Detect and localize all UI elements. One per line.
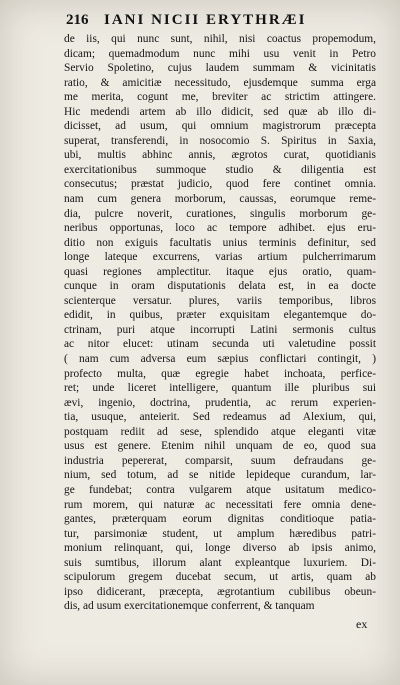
text-line: ratio, & amicitiæ necessitudo, ejusdemque summa erga xyxy=(64,76,376,89)
text-line: ( nam cum adversa eum sæpius conflictari contingit, ) xyxy=(64,353,376,366)
text-line: scienterque versatur. plures, variis temporibus, libros xyxy=(64,294,376,307)
text-line: nam cum genera morborum, caussas, eorumque reme- xyxy=(64,193,376,206)
text-line: Servio Spoletino, cujus laudem summam & vicinitatis xyxy=(64,62,376,75)
text-line: profecto multa, quæ egregie habet inchoata, perfice- xyxy=(64,367,376,380)
text-line: ditio non exiguis facultatis unius terminis definitur, sed xyxy=(64,236,376,249)
text-line: neribus opportunas, loco ac tempore adhibet. ejus eru- xyxy=(64,222,376,235)
text-line: ipso didicerant, præcepta, ægrotantium cubilibus obeun- xyxy=(64,585,376,598)
text-line: monium relinquant, qui, longe diverso ab ipsis animo, xyxy=(64,542,376,555)
text-line: consecutus; præstat judicio, quod fere continet omnia. xyxy=(64,178,376,191)
text-line: rum morem, qui naturæ ac necessitati fere omnia dene- xyxy=(64,498,376,511)
text-line: tur, parsimoniæ student, ut amplum hæredibus patri- xyxy=(64,527,376,540)
text-line: de iis, qui nunc sunt, nihil, nisi coactus propemodum, xyxy=(64,33,376,45)
text-line: me merita, cogunt me, breviter ac strictim attingere. xyxy=(64,91,376,104)
text-line: cunque in oram disputationis delata est, in ea docte xyxy=(64,280,376,293)
text-line: superat, transferendi, in nosocomio S. Spiritus in Saxia, xyxy=(64,134,376,147)
text-line: postquam rediit ad sese, splendido atque eleganti vitæ xyxy=(64,425,376,438)
catchword: ex xyxy=(356,617,368,631)
text-line: tia, usuque, anteierit. Sed redeamus ad Alexium, qui, xyxy=(64,411,376,424)
text-line: scipulorum gregem ducebat secum, ut artis, quam ab xyxy=(64,571,376,584)
text-line: usus est genere. Etenim nihil unquam de eo, quod sua xyxy=(64,440,376,453)
text-line: industria pepererat, comparsit, suum defraudans ge- xyxy=(64,454,376,467)
text-line: ac nitor elucet: utinam secunda uti valetudine possit xyxy=(64,338,376,351)
text-line: dicam; quemadmodum nunc mihi usu venit in Petro xyxy=(64,47,376,60)
body-text xyxy=(64,32,376,614)
text-line: longe lateque excurrens, varias artium pulcherrimarum xyxy=(64,251,376,264)
text-line: Hic medendi artem ab illo didicit, sed quæ ab illo di- xyxy=(64,105,376,118)
text-line: quasi regiones amplectitur. itaque ejus oratio, quam- xyxy=(64,265,376,278)
text-line: ctrinam, puri atque incorrupti Latini sermonis cultus xyxy=(64,323,376,336)
text-line: ge fundebat; contra vulgarem atque usitatum medico- xyxy=(64,483,376,496)
page-number: 216 xyxy=(66,12,89,28)
text-line: dis, ad usum exercitationemque conferrent, & tanquam xyxy=(64,600,315,613)
text-line: dia, pulcre noverit, curationes, singulis morborum ge- xyxy=(64,207,376,220)
text-line: edidit, in quibus, præter exquisitam elegantemque do- xyxy=(64,309,376,322)
text-line: ævi, ingenio, doctrina, prudentia, ac rerum experien- xyxy=(64,396,376,409)
text-line: suis sumtibus, illorum alant expleantque luxuriem. Di- xyxy=(64,556,376,569)
running-title: IANI NICII ERYTHRÆI xyxy=(104,12,307,28)
text-line: exercitationibus summoque studio & diligentia est xyxy=(64,163,376,176)
page-header xyxy=(66,10,366,32)
text-line: ubi, multis abhinc annis, ægrotos curat, quotidianis xyxy=(64,149,376,162)
text-line: ret; unde liceret intelligere, quantum ille pluribus sui xyxy=(64,382,376,395)
text-line: dicisset, ad usum, qui omnium magistrorum præcepta xyxy=(64,120,376,133)
text-line: nium, sed totum, ad se nitide lepideque curandum, lar- xyxy=(64,469,376,482)
text-line: gantes, præterquam eorum dignitas conditioque patia- xyxy=(64,513,376,526)
